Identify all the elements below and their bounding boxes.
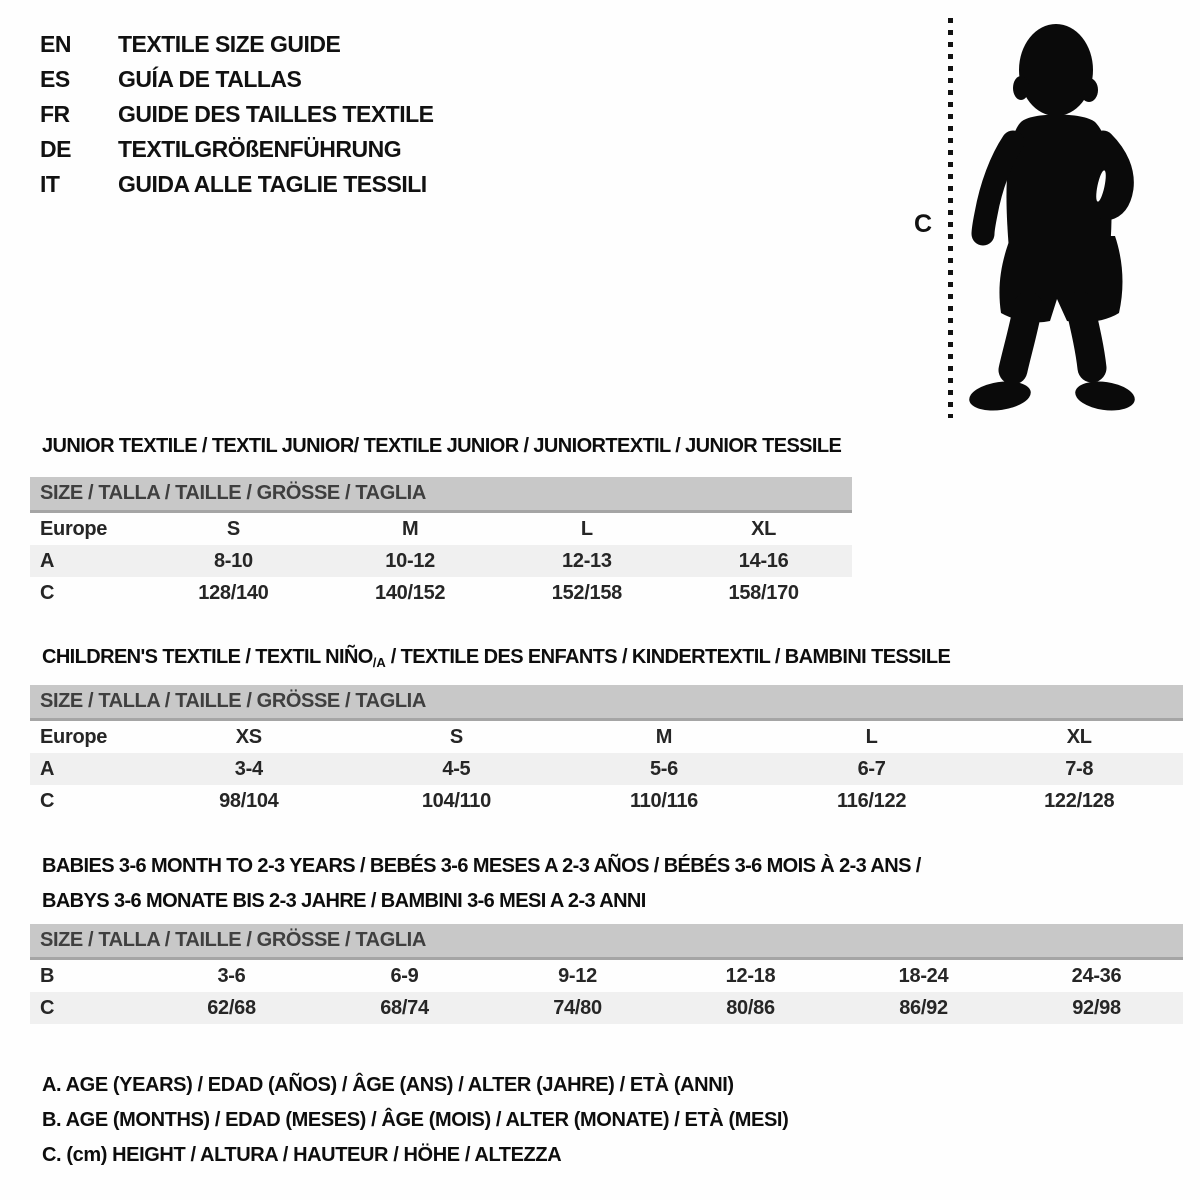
heading-text: / TEXTILE DES ENFANTS / KINDERTEXTIL / BAMBINI TESSILE [385, 646, 951, 668]
table-cell: 10-12 [385, 549, 435, 572]
language-header [40, 27, 434, 202]
table-cell: 7-8 [1065, 757, 1094, 780]
heading-text: CHILDREN'S TEXTILE / TEXTIL NIÑO [42, 646, 373, 668]
junior-size-table [30, 477, 852, 609]
table-cell: 86/92 [899, 996, 948, 1019]
size-header-bar: SIZE / TALLA / TAILLE / GRÖSSE / TAGLIA [30, 477, 852, 513]
section-heading-babies [42, 849, 921, 919]
table-cell: 128/140 [198, 581, 269, 604]
table-cell: 9-12 [558, 964, 597, 987]
table-cell: XS [235, 725, 262, 748]
table-cell: 3-6 [217, 964, 246, 987]
language-row [40, 62, 434, 97]
language-row [40, 27, 434, 62]
babies-size-table [30, 924, 1183, 1024]
language-row [40, 167, 434, 202]
table-cell: 104/110 [421, 789, 491, 812]
row-label: Europe [40, 725, 108, 748]
language-title: GUIDA ALLE TAGLIE TESSILI [118, 171, 427, 197]
row-label: A [40, 549, 55, 572]
toddler-silhouette-icon [955, 18, 1150, 418]
heading-line-1: BABIES 3-6 MONTH TO 2-3 YEARS / BEBÉS 3-6 MESES A 2-3 AÑOS / BÉBÉS 3-6 MOIS À 2-3 ANS / [42, 855, 921, 877]
table-cell: XL [1066, 725, 1092, 748]
footnote-c: C. (cm) HEIGHT / ALTURA / HAUTEUR / HÖHE / ALTEZZA [42, 1144, 562, 1166]
table-row [30, 753, 1183, 785]
table-cell: M [401, 517, 419, 540]
table-cell: 152/158 [551, 581, 622, 604]
table-cell: 14-16 [738, 549, 789, 572]
table-cell: 68/74 [380, 996, 429, 1019]
language-code: DE [40, 136, 71, 162]
table-cell: 4-5 [442, 757, 471, 780]
table-cell: 12-18 [725, 964, 776, 987]
row-label: Europe [40, 517, 108, 540]
table-cell: 80/86 [726, 996, 775, 1019]
size-header-bar: SIZE / TALLA / TAILLE / GRÖSSE / TAGLIA [30, 685, 1183, 721]
language-row [40, 132, 434, 167]
table-cell: 116/122 [837, 789, 907, 812]
height-measure-label: C [914, 210, 933, 238]
height-figure [900, 10, 1180, 430]
table-row [30, 721, 1183, 753]
table-row [30, 785, 1183, 817]
size-header-bar: SIZE / TALLA / TAILLE / GRÖSSE / TAGLIA [30, 924, 1183, 960]
table-cell: L [865, 725, 878, 748]
language-title: GUIDE DES TAILLES TEXTILE [118, 101, 434, 127]
section-heading-children [42, 646, 950, 670]
row-label: B [40, 964, 55, 987]
heading-line-2: BABYS 3-6 MONATE BIS 2-3 JAHRE / BAMBINI 3-6 MESI A 2-3 ANNI [42, 890, 646, 912]
children-size-table [30, 685, 1183, 817]
table-cell: 8-10 [213, 549, 253, 572]
table-row [30, 545, 852, 577]
table-cell: 110/116 [629, 789, 698, 812]
table-cell: S [449, 725, 463, 748]
footnotes [42, 1068, 788, 1173]
row-label: C [40, 581, 55, 604]
language-code: EN [40, 31, 71, 57]
table-cell: 122/128 [1044, 789, 1115, 812]
table-cell: 74/80 [553, 996, 602, 1019]
language-title: GUÍA DE TALLAS [118, 66, 302, 92]
language-title: TEXTILE SIZE GUIDE [118, 31, 341, 57]
language-title: TEXTILGRÖßENFÜHRUNG [118, 136, 402, 162]
language-code: ES [40, 66, 70, 92]
table-cell: 98/104 [219, 789, 279, 812]
table-cell: XL [751, 517, 777, 540]
table-cell: 62/68 [207, 996, 256, 1019]
table-cell: 18-24 [898, 964, 949, 987]
footnote-b: B. AGE (MONTHS) / EDAD (MESES) / ÂGE (MOIS) / ALTER (MONATE) / ETÀ (MESI) [42, 1109, 789, 1131]
table-cell: 12-13 [562, 549, 612, 572]
table-cell: L [580, 517, 593, 540]
table-cell: 92/98 [1072, 996, 1121, 1019]
section-heading-junior: JUNIOR TEXTILE / TEXTIL JUNIOR/ TEXTILE JUNIOR / JUNIORTEXTIL / JUNIOR TESSILE [42, 435, 842, 457]
language-code: FR [40, 101, 70, 127]
footnote-a: A. AGE (YEARS) / EDAD (AÑOS) / ÂGE (ANS) / ALTER (JAHRE) / ETÀ (ANNI) [42, 1074, 734, 1096]
table-cell: 24-36 [1071, 964, 1122, 987]
row-label: C [40, 996, 55, 1019]
table-cell: 3-4 [234, 757, 263, 780]
row-label: C [40, 789, 55, 812]
table-row [30, 513, 852, 545]
table-cell: 6-9 [390, 964, 419, 987]
heading-subscript: /A [372, 655, 386, 670]
table-cell: 158/170 [728, 581, 799, 604]
row-label: A [40, 757, 55, 780]
table-row [30, 960, 1183, 992]
language-code: IT [40, 171, 60, 197]
table-cell: S [226, 517, 240, 540]
table-row [30, 992, 1183, 1024]
table-cell: 6-7 [857, 757, 886, 780]
table-cell: 5-6 [649, 757, 678, 780]
language-row [40, 97, 434, 132]
height-measure-dashed-line [948, 18, 953, 418]
table-row [30, 577, 852, 609]
table-cell: M [655, 725, 673, 748]
table-cell: 140/152 [375, 581, 446, 604]
